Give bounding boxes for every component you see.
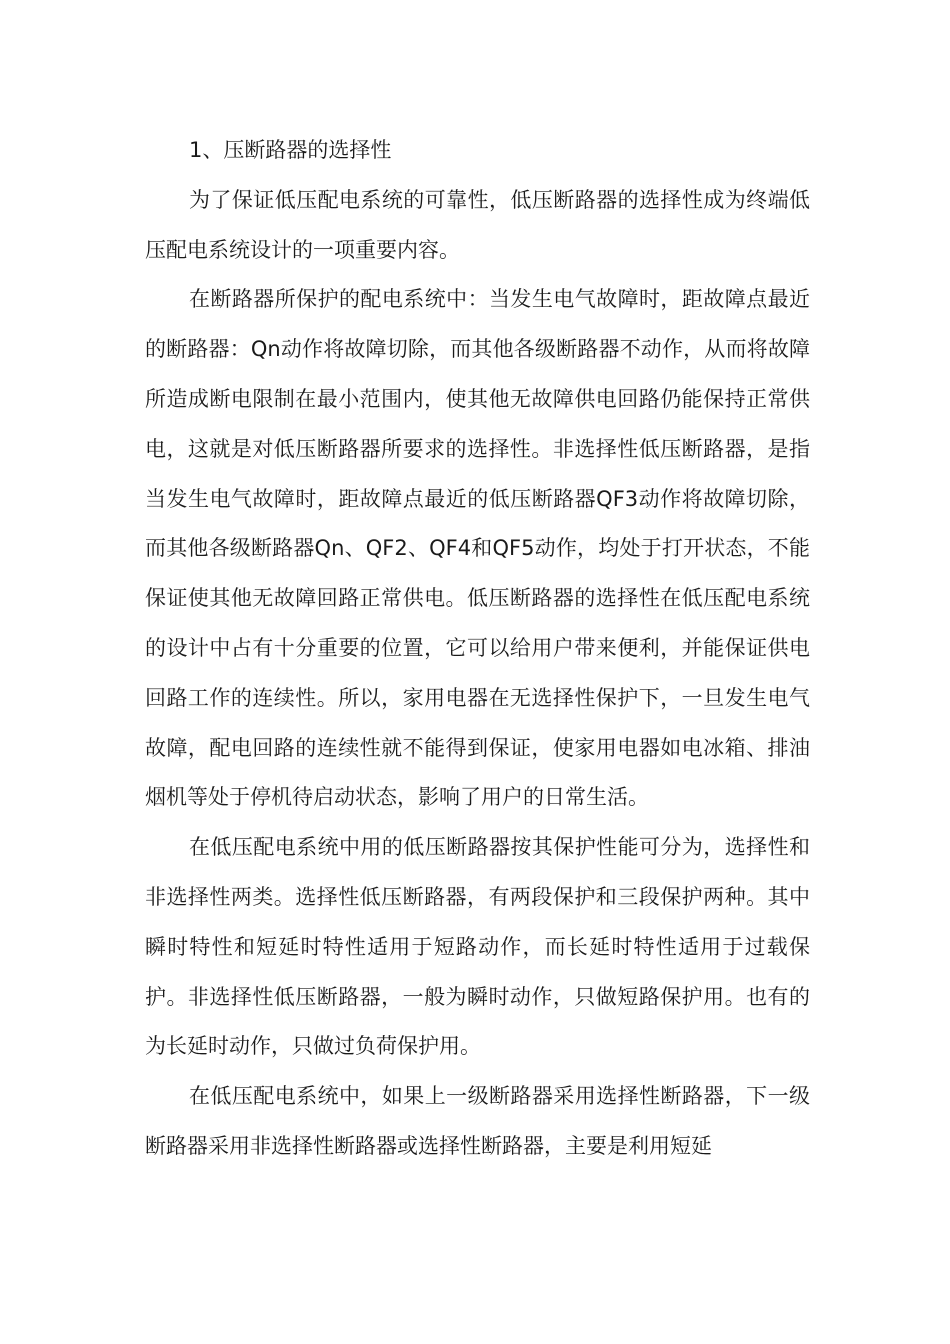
paragraph-3: 在低压配电系统中用的低压断路器按其保护性能可分为，选择性和非选择性两类。选择性低压断路器，有两段保护和三段保护两种。其中瞬时特性和短延时特性适用于短路动作，而长延时特性适用于过载保护。非选择性低压断路器，一般为瞬时动作，只做短路保护用。也有的为长延时动作，只做过负荷保护用。 xyxy=(145,835,810,1059)
section-heading: 1、压断路器的选择性 xyxy=(189,138,392,162)
paragraph-2: 在断路器所保护的配电系统中：当发生电气故障时，距故障点最近的断路器：Qn动作将故障切除，而其他各级断路器不动作，从而将故障所造成断电限制在最小范围内，使其他无故障供电回路仍能保持正常供电，这就是对低压断路器所要求的选择性。非选择性低压断路器，是指当发生电气故障时，距故障点最近的低压断路器QF3动作将故障切除，而其他各级断路器Qn、QF2、QF4和QF5动作，均处于打开状态，不能保证使其他无故障回路正常供电。低压断路器的选择性在低压配电系统的设计中占有十分重要的位置，它可以给用户带来便利，并能保证供电回路工作的连续性。所以，家用电器在无选择性保护下，一旦发生电气故障，配电回路的连续性就不能得到保证，使家用电器如电冰箱、排油烟机等处于停机待启动状态，影响了用户的日常生活。 xyxy=(145,287,810,810)
document-body xyxy=(145,126,810,1172)
paragraph-1: 为了保证低压配电系统的可靠性，低压断路器的选择性成为终端低压配电系统设计的一项重要内容。 xyxy=(145,187,810,262)
paragraph-4: 在低压配电系统中，如果上一级断路器采用选择性断路器，下一级断路器采用非选择性断路器或选择性断路器，主要是利用短延 xyxy=(145,1084,810,1158)
